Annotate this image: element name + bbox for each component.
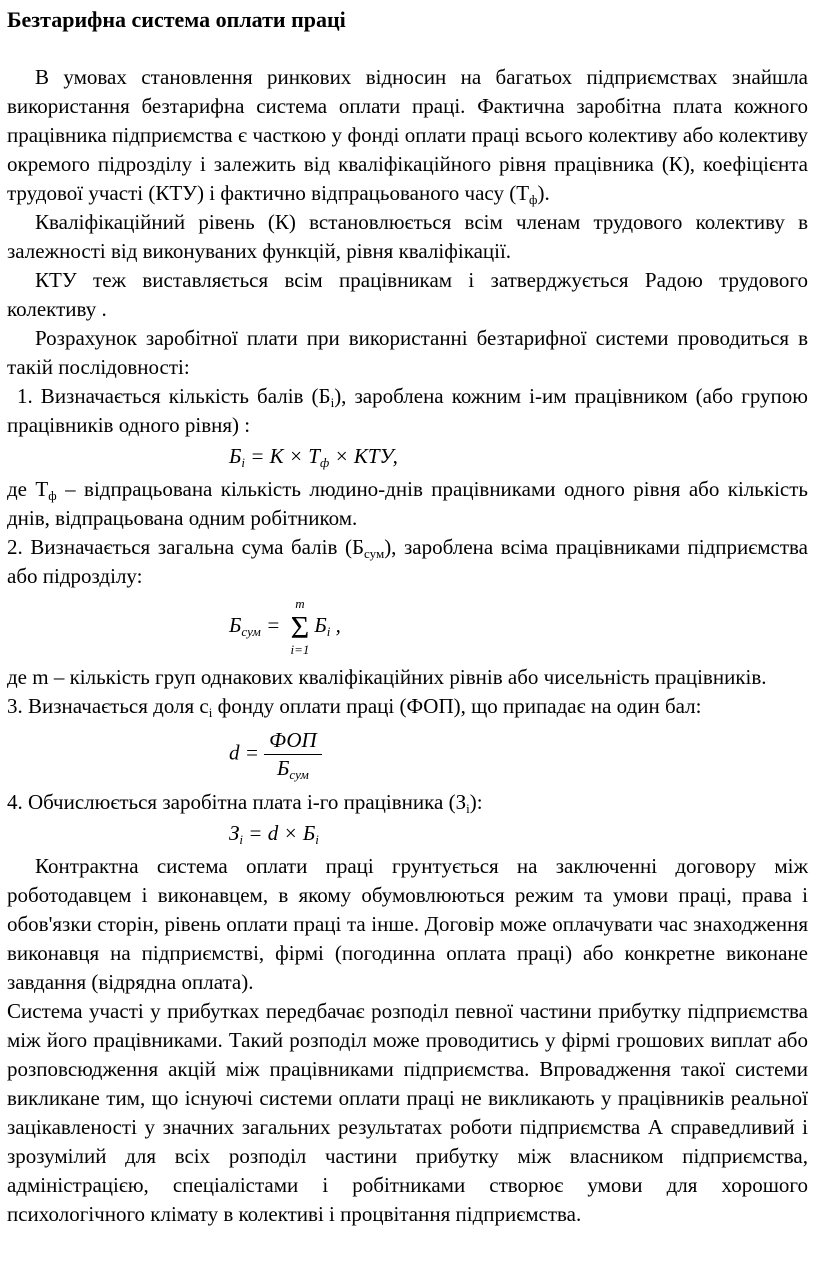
sum-lower-limit: i=1 (290, 642, 310, 657)
intro-paragraph: В умовах становлення ринкових відносин на багатьох підприємствах знайшла використання безтарифна система оплати праці. Фактична заробітна плата кожного працівника підприємства є часткою у фонді оплати праці всього колективу або колективу окремого підрозділу і залежить від кваліфікаційного рівня працівника (К), коефіцієнта трудової участі (КТУ) і фактично відпрацьованого часу $(Т_ф)$. (7, 65, 808, 207)
formula-salary (7, 819, 808, 848)
formula-salary-expression: $З_і = d \times Б_і$ (229, 821, 319, 847)
page-title: Безтарифна система оплати праці (7, 7, 346, 32)
fraction-numerator: ФОП (264, 727, 321, 755)
step-4-paragraph: 4. Обчислюється заробітна плата і-го працівника $(З_і)$: (7, 790, 483, 816)
step-2-paragraph: 2. Визначається загальна сума балів $(Б_{сум})$, зароблена всіма працівниками підприємства або підрозділу: (7, 535, 808, 588)
fraction-denominator: $Б_{сум}$ (277, 756, 309, 782)
sum-upper-limit: m (295, 596, 305, 611)
formula-total-points (7, 597, 808, 657)
sigma-icon: Σ (290, 609, 310, 645)
equals-sign: = (260, 612, 286, 637)
step-1-paragraph: 1. Визначається кількість балів $(Б_і)$, зароблена кожним і-им працівником (або групою працівників одного рівня) : (7, 384, 808, 437)
formula-share (7, 727, 808, 782)
formula-share-lhs: d (229, 740, 240, 765)
formula-points-expression: $Б_і = К \times Т_ф$ × КТУ, (229, 444, 398, 470)
step-3-paragraph: 3. Визначається доля $с_і$ фонду оплати праці (ФОП), що припадає на один бал: (7, 694, 702, 720)
ktu-paragraph: КТУ теж виставляється всім працівникам і затверджується Радою трудового колективу . (7, 268, 808, 321)
formula-total-points-rhs: $Б_і$ , (314, 612, 341, 639)
summation-symbol (291, 597, 310, 657)
formula-total-points-lhs: $Б_{сум}$ (229, 612, 261, 639)
calculation-order-paragraph: Розрахунок заробітної плати при використанні безтарифної системи проводиться в такій послідовності: (7, 326, 808, 379)
equals-sign: = (239, 740, 265, 765)
fraction (264, 727, 321, 782)
m-definition-paragraph: де m – кількість груп однакових кваліфікаційних рівнів або чисельність працівників. (7, 665, 767, 689)
profit-sharing-paragraph: Система участі у прибутках передбачає розподіл певної частини прибутку підприємства між його працівниками. Такий розподіл може проводитись у фірмі грошових виплат або розповсюдження акцій між працівниками підприємства. Впровадження такої системи викликане тим, що існуючі системи оплати праці не викликають у працівників реальної зацікавленості у значних загальних результатах роботи підприємства А справедливий і зрозумілий для всіх розподіл частини прибутку між власником підприємства, адміністрацією, спеціалістами і робітниками створює умови для хорошого психологічного клімату в колективі і процвітання підприємства. (7, 999, 808, 1226)
contract-system-paragraph: Контрактна система оплати праці грунтується на заключенні договору між роботодавцем і виконавцем, в якому обумовлюються режим та умови праці, права і обов'язки сторін, рівень оплати праці та інше. Договір може оплачувати час знаходження виконавця на підприємстві, фірмі (погодинна оплата праці) або конкретне виконане завдання (відрядна оплата). (7, 854, 808, 994)
qualification-level-paragraph: Кваліфікаційний рівень (К) встановлюється всім членам трудового колективу в залежності від виконуваних функцій, рівня кваліфікації. (7, 210, 808, 263)
formula-points (7, 442, 808, 471)
tf-definition-paragraph: де $Т_ф$ – відпрацьована кількість людино-днів працівниками одного рівня або кількість днів, відпрацьована одним робітником. (7, 477, 808, 530)
